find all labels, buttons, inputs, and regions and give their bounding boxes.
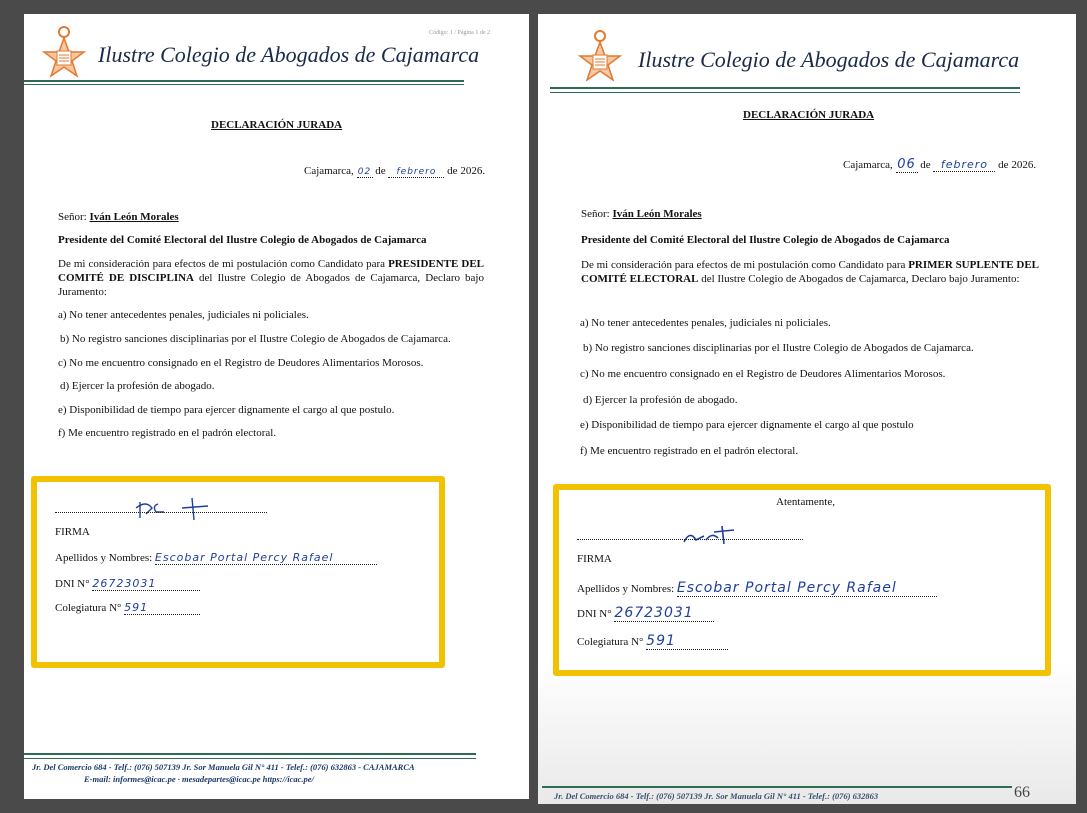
date-day: 06 [897,157,916,172]
names-value: Escobar Portal Percy Rafael [677,580,937,597]
date-day: 02 [357,167,372,177]
signature-label: FIRMA [577,553,612,565]
dni-row [577,605,714,622]
highlight-box [31,476,445,668]
addressee-name: Iván León Morales [612,208,702,220]
declaration-item: e) Disponibilidad de tiempo para ejercer dignamente el cargo al que postulo. [58,404,395,416]
document-page-left [24,14,529,799]
candidate-position: PRIMER SUPLENTE DEL COMITÉ ELECTORAL [581,259,1040,285]
date-month: febrero [933,158,995,172]
header-rule-thin [24,84,464,85]
colegiatura-row [55,601,200,615]
candidate-position: PRESIDENTE DEL COMITÉ DE DISCIPLINA [58,258,484,284]
footer-rule [24,753,476,755]
header-rule [24,80,464,82]
addressee-role: Presidente del Comité Electoral del Ilustre Colegio de Abogados de Cajamarca [581,234,950,246]
declaration-item: b) No registro sanciones disciplinarias por el Ilustre Colegio de Abogados de Cajamarca. [60,333,451,345]
header-rule [550,87,1020,89]
addressee-name: Iván León Morales [89,211,179,223]
declaration-item: d) Ejercer la profesión de abogado. [60,380,215,392]
addressee-role: Presidente del Comité Electoral del Ilustre Colegio de Abogados de Cajamarca [58,234,427,246]
date-de: de [375,165,386,177]
names-label: Apellidos y Nombres: [55,552,153,564]
declaration-item: a) No tener antecedentes penales, judiciales ni policiales. [580,317,831,329]
date-month: febrero [388,167,444,178]
colegiatura-value: 591 [124,601,200,615]
names-row [55,551,377,565]
salutation [58,211,179,223]
declaration-body [58,257,484,299]
names-label: Apellidos y Nombres: [577,583,675,595]
dni-label: DNI N° [577,608,612,620]
signature-line [55,512,267,513]
signature-label: FIRMA [55,526,90,538]
declaration-item: c) No me encuentro consignado en el Registro de Deudores Alimentarios Morosos. [58,357,424,369]
dni-value: 26723031 [614,605,714,622]
footer-rule-thin [24,758,476,759]
date-city: Cajamarca, [304,165,354,177]
colegiatura-row [577,633,728,650]
declaration-item: b) No registro sanciones disciplinarias por el Ilustre Colegio de Abogados de Cajamarca. [583,342,974,354]
bar-association-logo [574,28,626,90]
date-de: de [447,165,458,177]
salutation-label: Señor: [58,211,87,223]
footer-contact: E-mail: informes@icac.pe · mesadepartes@icac.pe https://icac.pe/ [84,774,314,784]
dni-value: 26723031 [92,577,200,591]
declaration-item: f) Me encuentro registrado en el padrón electoral. [580,445,799,457]
handwritten-signature [132,496,222,524]
closing-text: Atentamente, [776,496,835,508]
date-de: de [998,159,1009,171]
footer-address: Jr. Del Comercio 684 - Telf.: (076) 507139 Jr. Sor Manuela Gil N° 411 - Telef.: (076) 632863 - CAJAMARCA [32,762,415,772]
signature-line [577,539,803,540]
colegiatura-label: Colegiatura N° [55,602,122,614]
declaration-item: d) Ejercer la profesión de abogado. [583,394,738,406]
footer-address: Jr. Del Comercio 684 - Telf.: (076) 507139 Jr. Sor Manuela Gil N° 411 - Telef.: (076) 632863 [554,791,879,801]
date-city: Cajamarca, [843,159,893,171]
dni-row [55,577,200,591]
salutation-label: Señor: [581,208,610,220]
declaration-body [581,258,1039,286]
declaration-item: e) Disponibilidad de tiempo para ejercer dignamente el cargo al que postulo [580,419,914,431]
body-outro: del Ilustre Colegio de Abogados de Cajamarca, Declaro bajo Juramento: [58,272,484,298]
document-title: DECLARACIÓN JURADA [211,119,343,131]
date-de: de [920,159,931,171]
bar-association-logo [38,24,90,86]
header-rule-thin [550,92,1020,93]
body-intro: De mi consideración para efectos de mi postulación como Candidato para [58,258,389,270]
colegiatura-value: 591 [646,633,728,650]
body-outro: del Ilustre Colegio de Abogados de Cajamarca, Declaro bajo Juramento: [698,273,1020,285]
dni-label: DNI N° [55,578,90,590]
institution-name: Ilustre Colegio de Abogados de Cajamarca [98,42,480,67]
document-page-right [538,14,1076,804]
page-number: 66 [1014,784,1030,801]
institution-name: Ilustre Colegio de Abogados de Cajamarca [638,47,1020,72]
page-stamp: Código: 1 / Página 1 de 2 [429,30,490,36]
salutation [581,208,702,220]
date-year: 2026. [1011,159,1037,171]
declaration-item: f) Me encuentro registrado en el padrón electoral. [58,427,277,439]
date-year: 2026. [460,165,486,177]
handwritten-signature [678,522,738,548]
date-line [843,157,1036,173]
document-title: DECLARACIÓN JURADA [743,109,875,121]
date-line [304,165,485,178]
footer-rule [542,786,1012,788]
body-intro: De mi consideración para efectos de mi postulación como Candidato para [581,259,909,271]
names-value: Escobar Portal Percy Rafael [155,551,377,565]
declaration-item: a) No tener antecedentes penales, judiciales ni policiales. [58,309,309,321]
colegiatura-label: Colegiatura N° [577,636,644,648]
declaration-item: c) No me encuentro consignado en el Registro de Deudores Alimentarios Morosos. [580,368,946,380]
names-row [577,580,937,597]
